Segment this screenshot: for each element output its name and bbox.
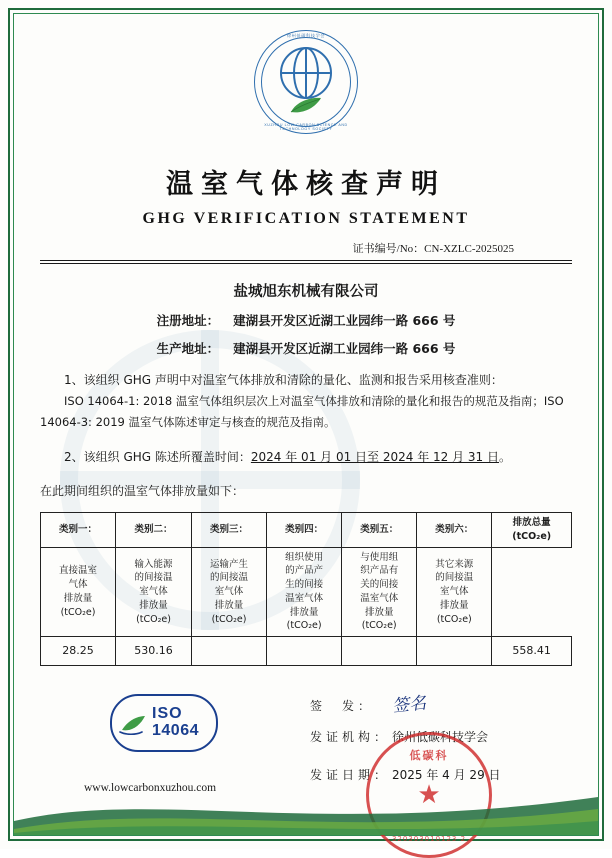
production-address-row — [40, 339, 572, 357]
issue-date-label: 发证日期： — [310, 768, 391, 783]
table-header-cell: 类别二： — [116, 513, 192, 548]
divider-thick — [40, 260, 572, 261]
table-cell-description — [192, 547, 267, 637]
total-label-line: (tCO₂e) — [512, 530, 552, 542]
issuer-label: 发证机构： — [310, 730, 391, 745]
desc-line: 排放量 — [440, 599, 469, 611]
desc-line: 输入能源 — [134, 558, 173, 570]
clause-3: 在此期间组织的温室气体排放量如下： — [40, 483, 245, 498]
table-cell-description — [342, 547, 417, 637]
table-header-cell: 类别一： — [41, 513, 116, 548]
issuer-row — [310, 728, 570, 766]
clause-2-period: 2024 年 01 月 01 日至 2024 年 12 月 31 日 — [250, 449, 500, 464]
stamp-top-text: 低碳科 — [409, 749, 449, 763]
desc-line: 温室气体 — [360, 592, 399, 604]
globe-meridian-icon — [293, 47, 319, 99]
issuer-value: 徐州低碳科技学会 — [392, 730, 489, 745]
signature-mark: 签名 — [391, 693, 428, 717]
desc-line: (tCO₂e) — [211, 613, 247, 625]
desc-line: (tCO₂e) — [436, 613, 472, 625]
table-cell-value — [267, 637, 342, 666]
desc-line: (tCO₂e) — [60, 606, 96, 618]
table-cell-value: 530.16 — [116, 637, 192, 666]
clause-1-standards: ISO 14064-1: 2018 温室气体组织层次上对温室气体排放和清除的量化和报告的规范及指南；ISO 14064-3: 2019 温室气体陈述审定与核查的规范及指南。 — [40, 394, 564, 430]
table-header-cell: 类别四： — [267, 513, 342, 548]
desc-line: 排放量 — [139, 599, 168, 611]
desc-line: 直接温室 — [59, 565, 98, 577]
hand-leaf-icon — [118, 708, 148, 738]
desc-line: 运输产生 — [210, 558, 249, 570]
table-header-row — [41, 513, 572, 548]
table-cell-value — [417, 637, 492, 666]
desc-line: 的间接温 — [435, 572, 474, 584]
desc-line: 排放量 — [63, 592, 93, 604]
signed-by-label: 签 发： — [310, 699, 375, 714]
desc-line: 排放量 — [364, 606, 394, 618]
desc-line: (tCO₂e) — [136, 613, 171, 625]
table-cell-total-value: 558.41 — [492, 637, 572, 666]
desc-line: 生的间接 — [285, 579, 324, 591]
table-header-cell: 类别六： — [417, 513, 492, 548]
desc-line: 室气体 — [139, 586, 168, 598]
desc-line: 室气体 — [214, 586, 244, 598]
clause-1: 1、该组织 GHG 声明中对温室气体排放和清除的量化、监测和报告采用核查准则： — [64, 373, 503, 387]
page-title-en: GHG VERIFICATION STATEMENT — [142, 210, 470, 227]
emissions-table — [40, 512, 572, 666]
desc-line: 温室气体 — [285, 592, 324, 604]
production-address-label: 生产地址： — [156, 341, 220, 356]
website-url[interactable]: www.lowcarbonxuzhou.com — [84, 782, 217, 795]
desc-line: 关的间接 — [360, 579, 399, 591]
table-header-cell: 类别三： — [192, 513, 267, 548]
desc-line: 气体 — [68, 579, 88, 591]
corner-ornament-top-right — [578, 8, 604, 34]
certificate-number-value: CN-XZLC-2025025 — [424, 243, 514, 255]
desc-line: 其它来源 — [435, 558, 474, 570]
logo-top-text: 徐州低碳科技学会 — [286, 33, 326, 38]
table-cell-description — [41, 547, 116, 637]
iso-badge-line1: ISO — [152, 705, 183, 723]
divider-thin — [40, 263, 572, 264]
table-header-cell: 类别五： — [342, 513, 417, 548]
registered-address-label: 注册地址： — [156, 313, 220, 328]
star-icon: ★ — [417, 780, 441, 810]
clause-2-suffix: 。 — [499, 449, 512, 464]
corner-ornament-top-left — [8, 8, 34, 34]
organization-logo — [40, 30, 572, 134]
table-cell-value — [192, 637, 267, 666]
desc-line: 织产品有 — [360, 565, 399, 577]
desc-line: (tCO₂e) — [286, 620, 322, 632]
desc-line: 的产品产 — [285, 565, 324, 577]
table-cell-description — [417, 547, 492, 637]
table-cell-value — [342, 637, 417, 666]
desc-line: 排放量 — [289, 606, 319, 618]
iso-badge-line2: 14064 — [152, 722, 199, 740]
total-label-line: 排放总量 — [512, 517, 551, 529]
table-cell-description — [116, 547, 192, 637]
desc-line: 与使用组 — [360, 551, 399, 563]
stamp-bottom-text: 320303010123 2 — [391, 835, 467, 844]
logo-bottom-text: XUZHOU LOW CARBON SCIENCE AND TECHNOLOGY SOCIETY — [264, 123, 348, 131]
production-address-value: 建湖县开发区近湖工业园纬一路 666 号 — [233, 341, 456, 356]
issue-date-value: 2025 年 4 月 29 日 — [392, 768, 501, 783]
clause-2 — [40, 446, 572, 468]
table-values-row — [41, 637, 572, 666]
table-cell-description — [267, 547, 342, 637]
registered-address-row — [40, 311, 572, 329]
table-total-header — [492, 513, 572, 548]
table-cell-value: 28.25 — [41, 637, 116, 666]
registered-address-value: 建湖县开发区近湖工业园纬一路 666 号 — [233, 313, 456, 328]
clause-2-prefix: 2、该组织 GHG 陈述所覆盖时间： — [64, 449, 251, 464]
page-title-cn: 温室气体核查声明 — [166, 169, 446, 200]
desc-line: 的间接温 — [134, 572, 173, 584]
desc-line: (tCO₂e) — [361, 620, 397, 632]
certificate-content — [40, 24, 572, 844]
company-name: 盐城旭东机械有限公司 — [233, 284, 379, 300]
leaf-icon — [289, 96, 323, 114]
desc-line: 组织使用 — [285, 551, 324, 563]
table-description-row — [41, 547, 572, 637]
desc-line: 的间接温 — [210, 572, 249, 584]
desc-line: 排放量 — [214, 599, 244, 611]
certificate-number-label: 证书编号/No： — [352, 243, 425, 255]
signed-by-row — [310, 690, 570, 728]
desc-line: 室气体 — [440, 586, 469, 598]
iso-14064-badge — [110, 694, 218, 752]
footer-decoration — [14, 775, 598, 835]
certificate-number-row — [40, 240, 572, 256]
